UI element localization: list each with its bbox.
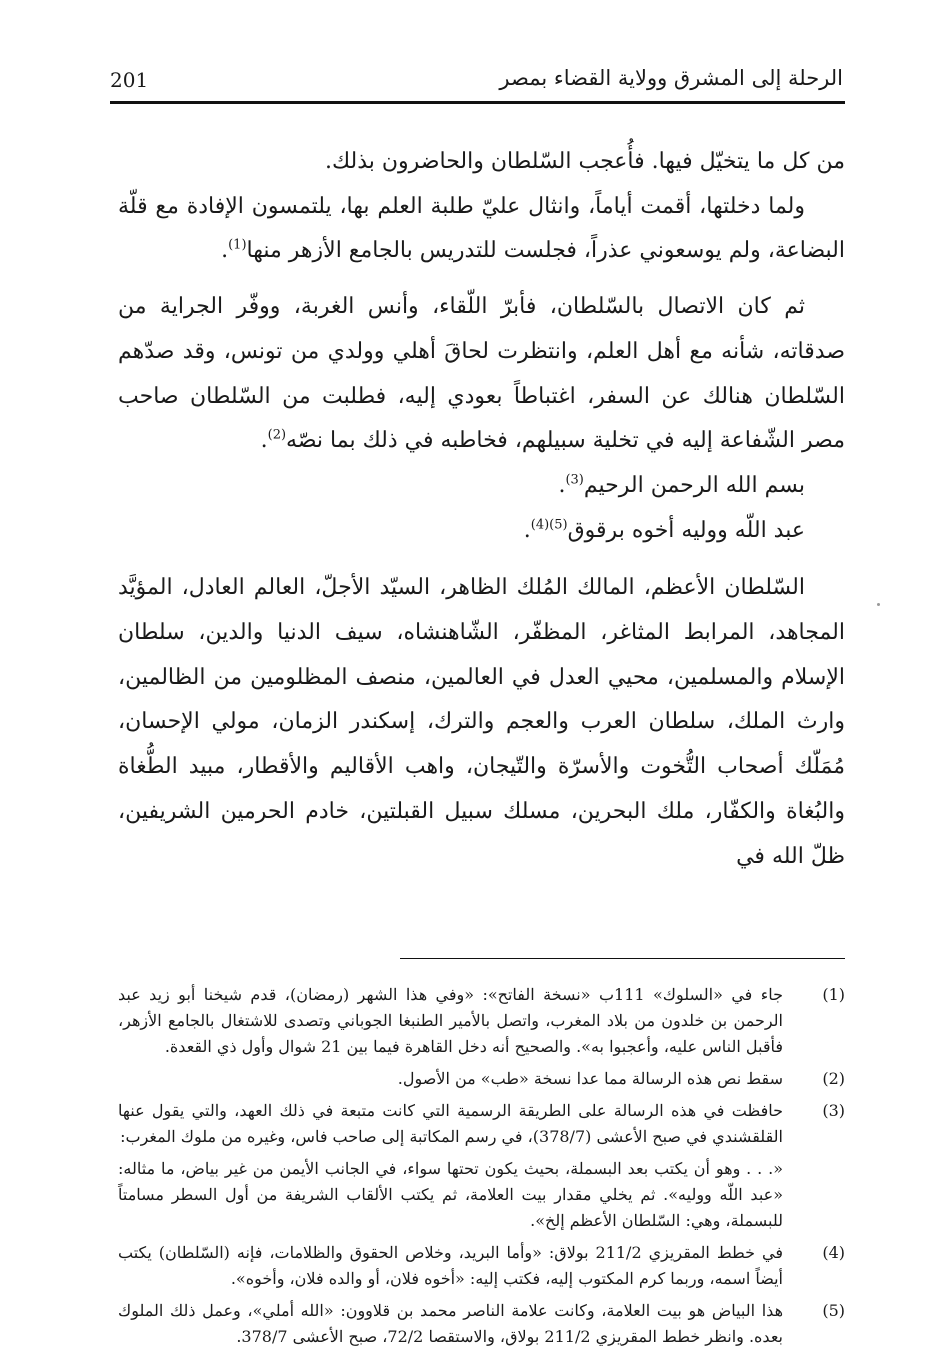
running-title: الرحلة إلى المشرق وولاية القضاء بمصر (499, 66, 843, 90)
paragraph (118, 285, 845, 464)
header-rule (110, 101, 845, 104)
footnote-text: هذا البياض هو بيت العلامة، وكانت علامة الناصر محمد بن قلاوون: «الله أملي»، وعمل ذلك الملوك بعده. وانظر خطط المقريزي 211/2 بولاق، والاستقصا 72/2، صبح الأعشى 378/7. (118, 1301, 784, 1346)
paragraph (118, 566, 845, 879)
basmala-line (118, 464, 845, 509)
main-text (118, 140, 845, 879)
paragraph (118, 185, 845, 274)
footnote-text: حافظت في هذه الرسالة على الطريقة الرسمية التي كانت متبعة في ذلك العهد، والتي يقول عنها القلقشندي في صبح الأعشى (378/7)، في رسم المكاتبة إلى صاحب فاس، وغيره من ملوك المغرب: (118, 1101, 783, 1146)
footnote-text: سقط نص هذه الرسالة مما عدا نسخة «طب» من الأصول. (397, 1069, 783, 1088)
paragraph-end: . (558, 472, 566, 498)
footnote-ref: (2) (267, 427, 287, 443)
footnote (118, 1098, 845, 1150)
footnotes (118, 982, 845, 1356)
paragraph-end: . (221, 238, 229, 264)
footnote-number: (5) (822, 1301, 845, 1320)
paragraph-end: . (523, 517, 531, 543)
paragraph-text: ثم كان الاتصال بالسّلطان، فأبرّ اللّقاء، وأنس الغربة، ووفّر الجراية من صدقاته، شأنه مع أهل العلم، وانتظرت لحاقَ أهلي وولدي من تونس، وقد صدّهم السّلطان هنالك عن السفر، اغتباطاً بعودي إليه، فطلبت من السّلطان صاحب مصر الشّفاعة إليه في تخلية سبيلهم، فخاطبه في ذلك بما نصّه (118, 294, 845, 454)
page-number: 201 (110, 68, 149, 92)
footnote-quote: «. . . وهو أن يكتب بعد البسملة، بحيث يكون تحتها سواء، في الجانب الأيمن من غير بياض، ما مثاله: «عبد اللّه ووليه». ثم يخلي مقدار بيت العلامة، ثم يكتب الألقاب الشريفة من أول السطر مسامتاً للبسملة، وهي: السّلطان الأعظم إلخ». (118, 1159, 784, 1230)
signature-line (118, 509, 845, 554)
footnote-number: (1) (822, 985, 845, 1004)
footnote-number: (4) (822, 1243, 845, 1262)
footnote-text: جاء في «السلوك» 111ب «نسخة الفاتح»: «وفي هذا الشهر (رمضان)، قدم شيخنا أبو زيد عبد الرحمن بن خلدون من بلاد المغرب، واتصل بالأمير الطنبغا الجوباني وتصدى للاشتغال بالجامع الأزهر، فأقبل الناس عليه، وأعجبوا به». والصحيح أنه دخل القاهرة فيما بين 21 شوال وأول ذي القعدة. (118, 985, 784, 1056)
footnote-ref: (4)(5) (530, 517, 568, 533)
footnote (118, 1240, 845, 1292)
footnote (118, 1066, 845, 1092)
paragraph-text: السّلطان الأعظم، المالك المُلك الظاهر، السيّد الأجلّ، العالم العادل، المؤيَّد المجاهد، المرابط المثاغر، المظفّر، الشّاهنشاه، سيف الدنيا والدين، سلطان الإسلام والمسلمين، محيي العدل في العالمين، منصف المظلومين من الظالمين، وارث الملك، سلطان العرب والعجم والترك، إسكندر الزمان، مولي الإحسان، مُمَلّك أصحاب التُّخوت والأسرّة والتّيجان، واهب الأقاليم والأقطار، مبيد الطُّغاة والبُغاة والكفّار، ملك البحرين، مسلك سبيل القبلتين، خادم الحرمين الشريفين، ظلّ الله في (118, 575, 845, 869)
signature-text: عبد اللّه ووليه أخوه برقوق (567, 517, 805, 543)
basmala-text: بسم الله الرحمن الرحيم (583, 472, 805, 498)
paragraph (118, 140, 845, 185)
footnote-text: في خطط المقريزي 211/2 بولاق: «وأما البريد، وخلاص الحقوق والظلامات، فإنه (السّلطان) يكتب أيضاً اسمه، وربما كرم المكتوب إليه، فكتب إليه: «أخوه فلان، أو والده فلان، وأخوه». (118, 1243, 783, 1288)
page-header (110, 62, 843, 96)
footnote (118, 1298, 845, 1350)
footnote-number: (3) (822, 1101, 845, 1120)
footnote-ref: (3) (565, 472, 584, 488)
paragraph-text: من كل ما يتخيّل فيها. فأُعجب السّلطان والحاضرون بذلك. (325, 149, 845, 174)
paragraph-text: ولما دخلتها، أقمت أياماً، وانثال عليّ طلبة العلم بها، يلتمسون الإفادة مع قلّة البضاعة، ولم يوسعوني عذراً، فجلست للتدريس بالجامع الأزهر منها (118, 193, 845, 264)
footnote-rule (400, 958, 845, 959)
margin-mark (877, 603, 880, 606)
footnote-number: (2) (822, 1069, 845, 1088)
footnote-ref: (1) (228, 238, 247, 254)
paragraph-end: . (260, 428, 268, 454)
footnote (118, 982, 845, 1060)
